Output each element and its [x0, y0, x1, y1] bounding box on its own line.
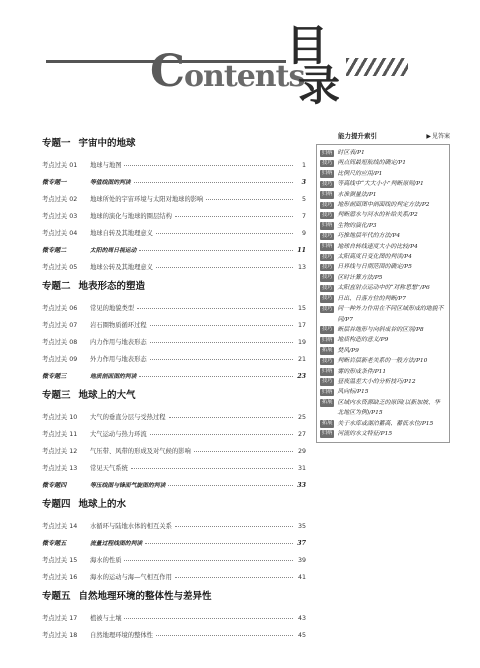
entry-code: 考点过关 18 [42, 632, 78, 639]
index-item-text: 水准测量法/P1 [337, 191, 377, 198]
index-item[interactable] [320, 335, 445, 345]
index-item-text: 等高线中“大大小小”判断原则/P1 [337, 181, 424, 188]
chapter-number: 专题一 [42, 138, 71, 149]
entry-page: 45 [297, 632, 306, 639]
entry-page: 43 [297, 615, 306, 622]
index-item[interactable] [320, 377, 445, 387]
answer-hint: ▶见答案 [426, 132, 450, 140]
index-item[interactable] [320, 304, 445, 325]
entry-page: 21 [297, 356, 306, 363]
index-box [316, 144, 450, 443]
toc-entry[interactable] [42, 607, 306, 622]
entry-page: 35 [297, 523, 306, 530]
index-item[interactable] [320, 158, 445, 168]
index-item[interactable] [320, 252, 445, 262]
entry-title: 地球的演化与地球的圈层结构 [90, 213, 172, 220]
leader-dots [175, 216, 293, 217]
index-item-text: 比例尺的应用/P1 [337, 170, 383, 177]
chapter-heading[interactable] [42, 275, 306, 295]
leader-dots [131, 468, 293, 469]
index-item[interactable] [320, 325, 445, 335]
toc-entry[interactable] [42, 205, 306, 220]
index-item[interactable] [320, 273, 445, 283]
entry-title: 常见天气系统 [90, 465, 128, 472]
entry-code: 微专题二 [42, 247, 67, 254]
index-item-text: 雾的形成条件/P11 [337, 368, 387, 375]
entry-title: 大气的垂直分层与受热过程 [90, 414, 166, 421]
special-topic-entry[interactable] [42, 365, 306, 380]
entry-page: 27 [297, 431, 306, 438]
category-badge: 技巧 [322, 378, 333, 385]
toc-entry[interactable] [42, 566, 306, 581]
leader-dots [145, 543, 293, 544]
chapter-title: 地球上的大气 [78, 390, 136, 401]
entry-code: 考点过关 12 [42, 448, 78, 455]
toc-entry[interactable] [42, 457, 306, 472]
entry-code: 考点过关 16 [42, 574, 78, 581]
index-item[interactable] [320, 283, 445, 293]
category-badge: 技巧 [322, 284, 333, 291]
category-badge: 技巧 [322, 253, 333, 260]
entry-title: 海水的运动与海—气相互作用 [90, 574, 172, 581]
toc-entry[interactable] [42, 549, 306, 564]
entry-code: 微专题一 [42, 179, 67, 186]
category-badge: 技巧 [322, 326, 333, 333]
index-item[interactable] [320, 242, 445, 252]
entry-title: 等值线图的判读 [90, 180, 131, 186]
leader-dots [150, 325, 293, 326]
mulu-char-1: 目 [286, 21, 329, 70]
entry-code: 考点过关 11 [42, 431, 78, 438]
index-item[interactable] [320, 294, 445, 304]
index-item-text: 日界线与日期范围的确定/P5 [337, 264, 412, 271]
entry-page: 1 [301, 162, 306, 169]
category-badge: 技巧 [322, 263, 333, 270]
category-badge: 技巧 [322, 295, 333, 302]
toc-entry[interactable] [42, 154, 306, 169]
category-badge: 归纳 [322, 170, 333, 177]
entry-page: 11 [297, 247, 306, 254]
entry-title: 常见的地貌类型 [90, 305, 135, 312]
index-item-text: 地质构造的意义/P9 [337, 337, 389, 344]
entry-title: 流量过程线图的判读 [90, 541, 143, 547]
leader-dots [168, 485, 293, 486]
leader-dots [124, 560, 293, 561]
index-item-text: 日出、日落方位的判断/P7 [337, 295, 406, 302]
index-item[interactable] [320, 231, 445, 241]
entry-page: 9 [301, 230, 306, 237]
entry-code: 考点过关 01 [42, 162, 78, 169]
leader-dots [139, 250, 293, 251]
entry-title: 植被与土壤 [90, 615, 122, 622]
entry-code: 考点过关 04 [42, 230, 78, 237]
leader-dots [206, 199, 293, 200]
index-item[interactable] [320, 200, 445, 210]
leader-dots [150, 434, 293, 435]
entry-page: 23 [297, 373, 306, 380]
entry-title: 太阳的周日视运动 [90, 248, 137, 254]
entry-title: 岩石圈物质循环过程 [90, 322, 147, 329]
chapter-title: 地球上的水 [78, 499, 127, 510]
entry-title: 水循环与陆地水体的相互关系 [90, 523, 172, 530]
toc-entry[interactable] [42, 440, 306, 455]
toc-entry[interactable] [42, 423, 306, 438]
entry-code: 考点过关 10 [42, 414, 78, 421]
index-item-text: 巧推地层年代的方法/P4 [337, 233, 401, 240]
leader-dots [194, 451, 293, 452]
special-topic-entry[interactable] [42, 474, 306, 489]
mulu-char-2: 录 [298, 61, 341, 110]
index-item-text: 太阳直射点运动中的“对称思想”/P6 [337, 285, 430, 292]
page-header [0, 0, 480, 118]
toc-entry[interactable] [42, 331, 306, 346]
category-badge: 归纳 [322, 430, 333, 437]
category-badge: 技巧 [322, 305, 333, 312]
toc-entry[interactable] [42, 256, 306, 271]
entry-title: 地球公转及其地理意义 [90, 264, 153, 271]
toc-entry[interactable] [42, 515, 306, 530]
index-item-text: 判断潜水与河水的补给关系/P2 [337, 212, 418, 219]
index-item[interactable] [320, 387, 445, 397]
entry-page: 7 [301, 213, 306, 220]
chapter-heading[interactable] [42, 585, 306, 605]
chapter-heading[interactable] [42, 493, 306, 513]
leader-dots [150, 342, 293, 343]
index-item-text: 两点间最短航线的确定/P1 [337, 160, 406, 167]
entry-page: 41 [297, 574, 306, 581]
entry-page: 17 [297, 322, 306, 329]
leader-dots [124, 618, 293, 619]
index-item[interactable] [320, 169, 445, 179]
entry-code: 考点过关 02 [42, 196, 78, 203]
toc-entry[interactable] [42, 348, 306, 363]
entry-code: 微专题三 [42, 373, 67, 380]
index-item-text: 生物的演化/P3 [337, 222, 377, 229]
index-item-text: 判断岩层新老关系的一般方法/P10 [337, 358, 428, 365]
index-item-text: 区时计算方法/P5 [337, 274, 383, 281]
entry-page: 31 [297, 465, 306, 472]
index-item-text: 地球自转线速度大小的比较/P4 [337, 243, 418, 250]
entry-page: 39 [297, 557, 306, 564]
index-item-text: 同一种外力作用在不同区域形成的地貌不同/P7 [337, 306, 444, 323]
special-topic-entry[interactable] [42, 171, 306, 186]
category-badge: 归纳 [322, 336, 333, 343]
mulu-title [286, 21, 341, 110]
index-item[interactable] [320, 262, 445, 272]
entry-page: 25 [297, 414, 306, 421]
entry-page: 5 [301, 196, 306, 203]
entry-title: 外力作用与地表形态 [90, 356, 147, 363]
toc-entry[interactable] [42, 406, 306, 421]
category-badge: 归纳 [322, 222, 333, 229]
chapter-title: 自然地理环境的整体性与差异性 [78, 591, 212, 602]
index-item[interactable] [320, 148, 445, 158]
entry-title: 地球自转及其地理意义 [90, 230, 153, 237]
index-item[interactable] [320, 221, 445, 231]
index-item[interactable] [320, 210, 445, 220]
entry-page: 29 [297, 448, 306, 455]
entry-title: 自然地理环境的整体性 [90, 632, 153, 639]
category-badge: 技巧 [322, 232, 333, 239]
entry-page: 3 [301, 179, 306, 186]
entry-page: 33 [297, 482, 306, 489]
chapter-number: 专题四 [42, 499, 71, 510]
index-item-text: 区域内水资源缺乏的原因(以新加坡、华北地区为例)/P15 [337, 399, 440, 417]
chapter-title: 地表形态的塑造 [78, 281, 146, 292]
hatch-decoration [346, 58, 408, 76]
leader-dots [134, 182, 293, 183]
entry-title: 内力作用与地表形态 [90, 339, 147, 346]
leader-dots [137, 308, 293, 309]
entry-code: 考点过关 07 [42, 322, 78, 329]
leader-dots [169, 417, 293, 418]
index-item[interactable] [320, 419, 445, 429]
toc-entry[interactable] [42, 624, 306, 639]
category-badge: 拓展 [322, 347, 333, 354]
toc-entry[interactable] [42, 314, 306, 329]
index-item-text: 风向标/P15 [337, 389, 369, 396]
entry-code: 考点过关 08 [42, 339, 78, 346]
special-topic-entry[interactable] [42, 239, 306, 254]
chapter-number: 专题五 [42, 591, 71, 602]
category-badge: 拓展 [322, 420, 333, 427]
toc-entry[interactable] [42, 188, 306, 203]
index-item-text: 太阳高度日变化图的判读/P4 [337, 254, 412, 261]
index-item-text: 关于水库或湖泊蓄高、蓄低水位/P15 [337, 420, 434, 427]
index-item-text: 地形剖面图中剖面线的判定方法/P2 [337, 202, 430, 209]
category-badge: 技巧 [322, 180, 333, 187]
index-item[interactable] [320, 398, 445, 419]
toc-entry[interactable] [42, 297, 306, 312]
entry-title: 地质剖面图的判读 [90, 374, 137, 380]
category-badge: 拓展 [322, 399, 333, 406]
entry-code: 微专题四 [42, 482, 67, 489]
category-badge: 归纳 [322, 388, 333, 395]
entry-code: 考点过关 09 [42, 356, 78, 363]
entry-code: 考点过关 06 [42, 305, 78, 312]
leader-dots [156, 233, 293, 234]
chapter-heading[interactable] [42, 132, 306, 152]
chapter-number: 专题二 [42, 281, 71, 292]
index-item[interactable] [320, 367, 445, 377]
entry-code: 微专题五 [42, 540, 67, 547]
index-item-text: 焚风/P9 [337, 347, 359, 354]
entry-page: 37 [297, 540, 306, 547]
leader-dots [150, 359, 293, 360]
leader-dots [139, 376, 293, 377]
entry-title: 海水的性质 [90, 557, 122, 564]
category-badge: 技巧 [322, 159, 333, 166]
entry-title: 地球所处的宇宙环境与太阳对地球的影响 [90, 196, 204, 203]
index-item-text: 断层谷地形与向斜成谷的区别/P8 [337, 326, 424, 333]
category-badge: 技巧 [322, 357, 333, 364]
entry-page: 15 [297, 305, 306, 312]
index-item-text: 河流的水文特征/P15 [337, 430, 393, 437]
category-badge: 归纳 [322, 149, 333, 156]
index-item[interactable] [320, 190, 445, 200]
index-item[interactable] [320, 346, 445, 356]
special-topic-entry[interactable] [42, 532, 306, 547]
index-heading: 能力提升索引 [338, 131, 377, 140]
category-badge: 归纳 [322, 243, 333, 250]
toc-entry[interactable] [42, 222, 306, 237]
index-item[interactable] [320, 356, 445, 366]
leader-dots [175, 526, 293, 527]
entry-page: 19 [297, 339, 306, 346]
contents-list [42, 128, 306, 639]
index-item-text: 时区表/P1 [337, 150, 365, 156]
leader-dots [124, 165, 293, 166]
chapter-title: 宇宙中的地球 [78, 138, 136, 149]
entry-code: 考点过关 03 [42, 213, 78, 220]
index-header [316, 128, 450, 142]
triangle-icon: ▶ [426, 132, 431, 140]
chapter-number: 专题三 [42, 390, 71, 401]
entry-title: 地球与地图 [90, 162, 122, 169]
category-badge: 归纳 [322, 191, 333, 198]
index-item-text: 昼夜温差大小的分析技巧/P12 [337, 378, 416, 385]
entry-title: 等压线图与锋面气旋图的判读 [90, 483, 166, 489]
entry-code: 考点过关 17 [42, 615, 78, 622]
leader-dots [175, 577, 293, 578]
entry-code: 考点过关 14 [42, 523, 78, 530]
chapter-heading[interactable] [42, 384, 306, 404]
category-badge: 归纳 [322, 368, 333, 375]
leader-dots [156, 635, 293, 636]
category-badge: 技巧 [322, 211, 333, 218]
entry-code: 考点过关 15 [42, 557, 78, 564]
entry-page: 13 [297, 264, 306, 271]
contents-wordmark: Contents [150, 46, 305, 97]
category-badge: 技巧 [322, 201, 333, 208]
entry-title: 大气运动与热力环流 [90, 431, 147, 438]
ability-index [316, 128, 450, 443]
index-item[interactable] [320, 179, 445, 189]
entry-code: 考点过关 05 [42, 264, 78, 271]
category-badge: 技巧 [322, 274, 333, 281]
index-item[interactable] [320, 429, 445, 439]
entry-title: 气压带、风带的形成及对气候的影响 [90, 448, 191, 455]
leader-dots [156, 267, 293, 268]
entry-code: 考点过关 13 [42, 465, 78, 472]
